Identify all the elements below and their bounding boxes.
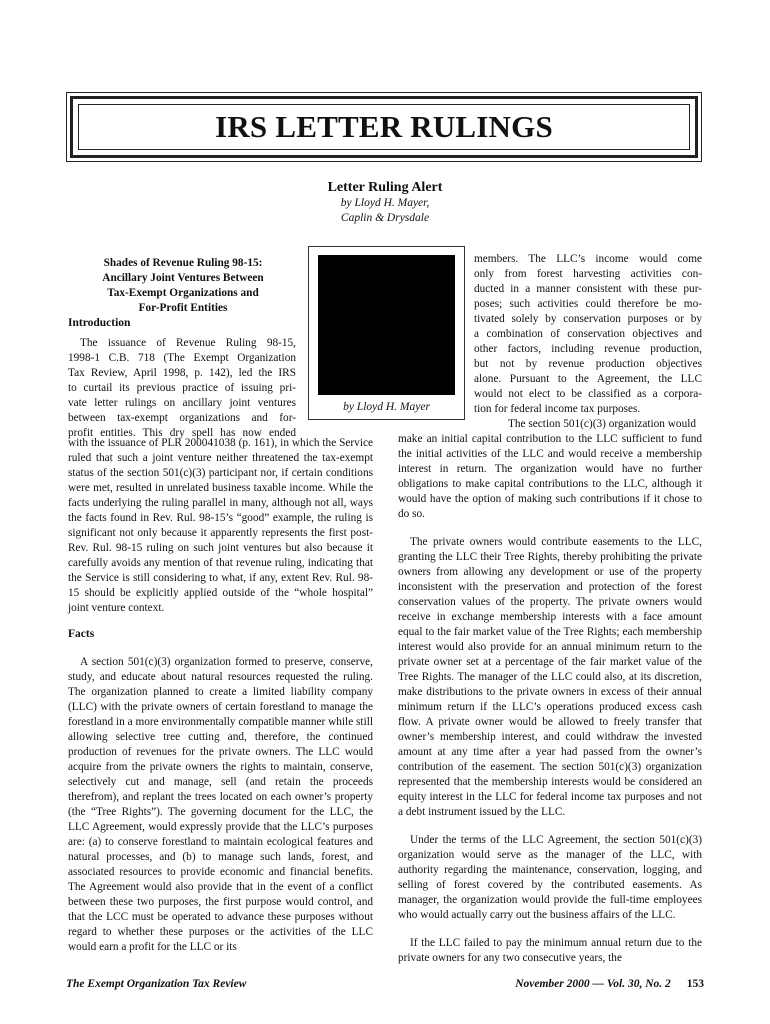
intro-line: vate letter rulings on ancillary joint ventures bbox=[68, 397, 296, 409]
title-frame bbox=[66, 92, 702, 162]
capital-contribution-paragraph: make an initial capital contribution to the LLC sufficient to fund the initial activities of the LLC and would receive a membership interest in return. The organization would have no further obligations to make capital contributions to the LLC, although it would have the option of making such contributions if it chose to do so. bbox=[398, 433, 702, 520]
intro-line: The issuance of Revenue Ruling 98-15, bbox=[80, 337, 296, 349]
right-line: other factors, including revenue production, bbox=[474, 343, 702, 355]
intro-paragraph-rest: with the issuance of PLR 200041038 (p. 161), in which the Service ruled that such a joint venture neither threatened the tax-exempt status of the section 501(c)(3) participant nor, if certain conditions were met, resulted in unrelated business taxable income. While the facts underlying the ruling parallel in many, although not all, ways the facts found in Rev. Rul. 98-15’s “good” example, the ruling is significant not only because it apparently represents the first post-Rev. Rul. 98-15 ruling on such joint ventures but also because it carefully avoids any mention of that revenue ruling, indicating that the Service is still considering to what, if any, extent Rev. Rul. 98-15 should be explicitly applied outside of the “whole hospital” joint venture context. bbox=[68, 437, 373, 614]
title-frame-inner bbox=[70, 96, 698, 158]
intro-line: to curtail its previous practice of issuing pri- bbox=[68, 382, 296, 394]
intro-line: between tax-exempt organizations and for- bbox=[68, 412, 296, 424]
footer-journal: The Exempt Organization Tax Review bbox=[66, 978, 247, 990]
left-column-upper bbox=[68, 316, 296, 441]
intro-line: 1998-1 C.B. 718 (The Exempt Organization bbox=[68, 352, 296, 364]
intro-line: profit entities. This dry spell has now ended bbox=[68, 427, 296, 439]
section-heading-introduction: Introduction bbox=[68, 317, 131, 329]
facts-paragraph: A section 501(c)(3) organization formed to preserve, conserve, study, and educate about natural resources requested the ruling. The organization planned to create a limited liability company (LLC) with the private owners of certain forestland to manage the forestland in a more environmentally compatible manner while still allowing selective tree cutting and, therefore, the continued production of revenues for the private owners. The LLC would acquire from the private owners the rights to maintain, conserve, selectively cut and manage, sell (and retain the proceeds therefrom), and replant the trees located on each owner’s property (the “Tree Rights”). The governing document for the LLC, the LLC Agreement, would expressly provide that the LLC’s purposes are: (a) to conserve forestland to maintain ecological features and natural processes, and (b) to manage such lands, forest, and associated resources to provide economic and financial benefits. The Agreement would also provide that in the event of a conflict between these two purposes, the first purpose would control, and that the LCC must be operated to advance these purposes without regard to whether these purposes or the activities of the LLC would earn a profit for the LLC or its bbox=[68, 656, 373, 953]
footer-issue-text: November 2000 — Vol. 30, No. 2 bbox=[515, 978, 671, 990]
right-line: a combination of conservation objectives and bbox=[474, 328, 702, 340]
author-photo-frame bbox=[308, 246, 465, 420]
right-line: would not elect to be classified as a corpora- bbox=[474, 388, 702, 400]
right-line: only from forest harvesting activities con- bbox=[474, 268, 702, 280]
right-line: ducted in a manner consistent with these pur- bbox=[474, 283, 702, 295]
letter-ruling-alert bbox=[0, 180, 770, 226]
footer-issue bbox=[515, 978, 704, 990]
alert-byline-firm: Caplin & Drysdale bbox=[340, 212, 430, 224]
article-title-line: Shades of Revenue Ruling 98-15: bbox=[103, 257, 263, 269]
right-column-upper bbox=[474, 252, 702, 432]
right-line: poses; such activities could therefore be mo- bbox=[474, 298, 702, 310]
alert-heading: Letter Ruling Alert bbox=[327, 180, 443, 195]
right-line: tion for federal income tax purposes. bbox=[474, 403, 641, 415]
article-title-line: Ancillary Joint Ventures Between bbox=[102, 272, 264, 284]
private-owners-paragraph: The private owners would contribute easements to the LLC, granting the LLC their Tree Rights, thereby prohibiting the private owners from allowing any development or use of the property inconsistent with the preservation and protection of the forest conservation values of the property. The private owners would receive in exchange membership interests with a face amount equal to the fair market value of the Tree Rights; each membership interest would also provide for an annual minimum return to the private owner set at a percentage of the fair market value of the Tree Rights. The manager of the LLC could also, at its discretion, make distributions to the private owners in excess of their annual minimum return if the LLC’s operations produced excess cash flow. A private owner would be allowed to freely transfer that owner’s membership interest, and could withdraw the invested amount at any time after a year had passed from the owner’s contribution of the easement. The section 501(c)(3) organization represented that the membership interests would be considered an equity interest in the LLC for federal income tax purposes and not a debt instrument issued by the LLC. bbox=[398, 536, 702, 818]
section-heading-facts: Facts bbox=[68, 628, 95, 640]
right-line: tivated solely by conservation purposes or by bbox=[474, 313, 702, 325]
right-line: The section 501(c)(3) organization would bbox=[508, 418, 697, 430]
article-title-line: For-Profit Entities bbox=[138, 302, 228, 314]
alert-byline-author: by Lloyd H. Mayer, bbox=[340, 197, 430, 209]
right-column-lower bbox=[398, 432, 702, 966]
article-title bbox=[68, 256, 298, 316]
left-column-lower bbox=[68, 436, 373, 955]
right-line: but not by revenue production objectives bbox=[474, 358, 702, 370]
intro-line: Tax Review, April 1998, p. 142), led the IRS bbox=[68, 367, 296, 379]
right-line: members. The LLC’s income would come bbox=[474, 253, 702, 265]
title-frame-inner2 bbox=[78, 104, 690, 150]
page-title: IRS LETTER RULINGS bbox=[215, 109, 553, 144]
author-photo bbox=[318, 255, 455, 395]
page-number: 153 bbox=[686, 978, 704, 990]
right-line: alone. Pursuant to the Agreement, the LLC bbox=[474, 373, 702, 385]
llc-agreement-paragraph: Under the terms of the LLC Agreement, the section 501(c)(3) organization would serve as the manager of the LLC, with authority regarding the maintenance, conservation, logging, and selling of forest covered by the contributed easements. As manager, the organization would provide the full-time employees who would actually carry out the business affairs of the LLC. bbox=[398, 834, 702, 921]
minimum-return-paragraph: If the LLC failed to pay the minimum annual return due to the private owners for any two consecutive years, the bbox=[398, 937, 702, 964]
article-title-line: Tax-Exempt Organizations and bbox=[107, 287, 259, 299]
photo-caption: by Lloyd H. Mayer bbox=[343, 401, 430, 413]
